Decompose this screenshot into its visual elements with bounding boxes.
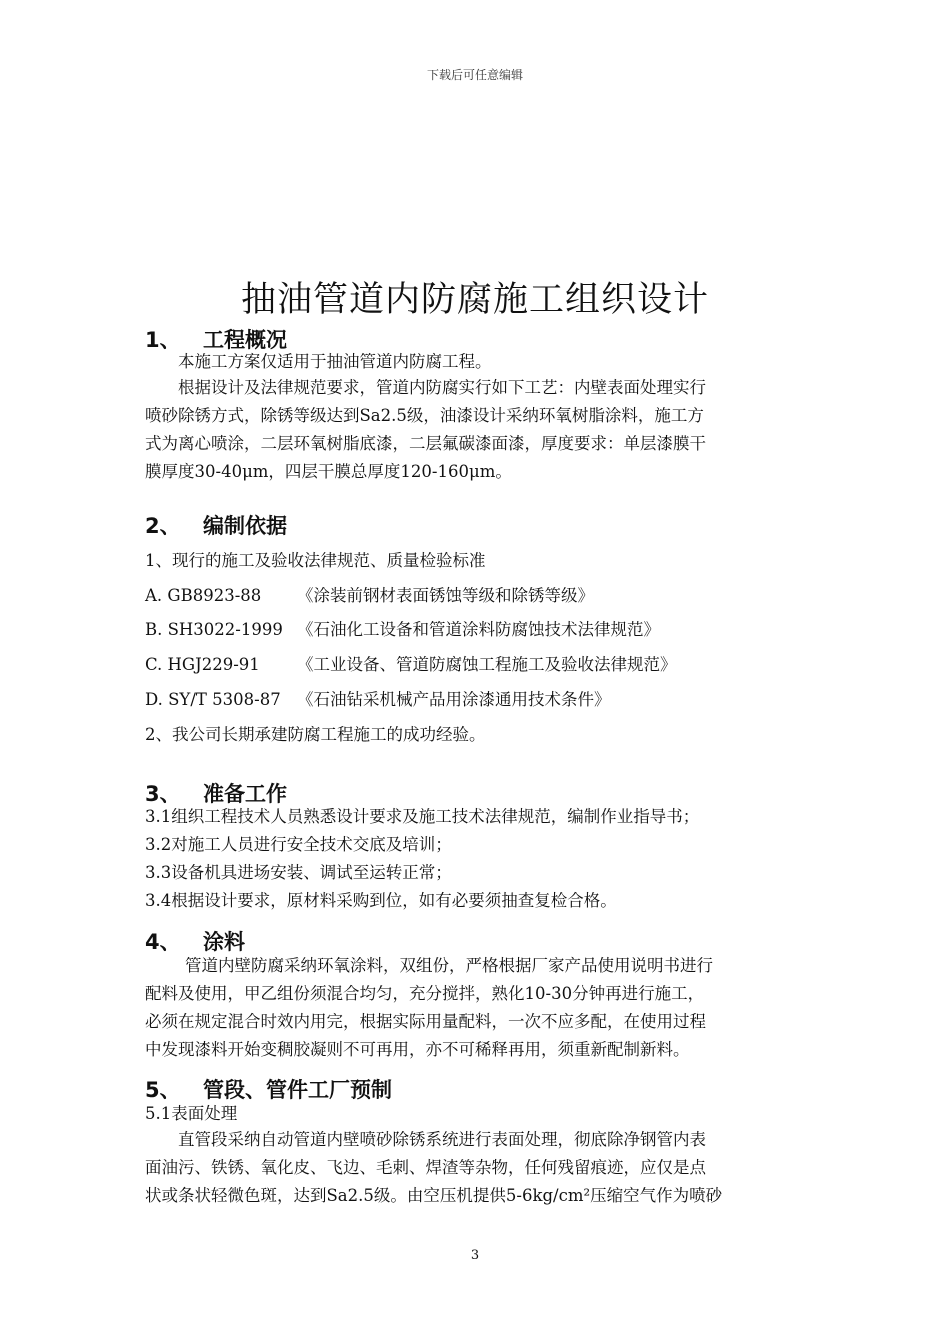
text-line: 喷砂除锈方式，除锈等级达到Sa2.5级，油漆设计采纳环氧树脂涂料，施工方 [145,406,704,425]
reference-code: C. HGJ229-91 [145,655,260,674]
section-title: 编制依据 [203,514,287,538]
list-item: 3.4根据设计要求，原材料采购到位，如有必要须抽查复检合格。 [145,891,617,910]
section-number: 5、 [145,1078,181,1102]
text-line: 膜厚度30-40μm，四层干膜总厚度120-160μm。 [145,462,512,481]
s4-paragraph [145,952,807,1064]
reference-b [145,616,660,640]
text-line: 直管段采纳自动管道内壁喷砂除锈系统进行表面处理，彻底除净钢管内表 [178,1130,706,1149]
page-number: 3 [470,1248,480,1263]
s1-paragraph-1: 本施工方案仅适用于抽油管道内防腐工程。 [178,352,492,371]
reference-d [145,686,611,710]
section-number: 3、 [145,782,181,806]
list-item: 3.2对施工人员进行安全技术交底及培训； [145,835,452,854]
section-number: 1、 [145,328,181,352]
reference-code: A. GB8923-88 [145,586,262,605]
reference-code: B. SH3022-1999 [145,620,283,639]
reference-c [145,651,677,675]
document-title: 抽油管道内防腐施工组织设计 [240,280,709,320]
list-item: 3.1组织工程技术人员熟悉设计要求及施工技术法律规范，编制作业指导书； [145,807,700,826]
reference-name: 《石油钻采机械产品用涂漆通用技术条件》 [297,690,611,709]
reference-a [145,582,594,606]
text-line: 配料及使用，甲乙组份须混合均匀，充分搅拌，熟化10-30分钟再进行施工， [145,984,705,1003]
section-number: 2、 [145,514,181,538]
s5-paragraph [145,1126,807,1210]
s3-list [145,803,807,915]
text-line: 式为离心喷涂，二层环氧树脂底漆，二层氟碳漆面漆，厚度要求：单层漆膜干 [145,434,706,453]
reference-name: 《涂装前钢材表面锈蚀等级和除锈等级》 [297,586,594,605]
s2-item-2: 2、我公司长期承建防腐工程施工的成功经验。 [145,725,486,744]
page-header: 下载后可任意编辑 [426,68,523,82]
section-title: 工程概况 [203,328,287,352]
section-title: 准备工作 [203,782,287,806]
section-number: 4、 [145,930,181,954]
text-line: 管道内壁防腐采纳环氧涂料，双组份，严格根据厂家产品使用说明书进行 [185,956,713,975]
s2-item-1: 1、现行的施工及验收法律规范、质量检验标准 [145,551,486,570]
reference-code: D. SY/T 5308-87 [145,690,281,709]
list-item: 3.3设备机具进场安装、调试至运转正常； [145,863,452,882]
section-2-heading [145,510,287,540]
text-line: 根据设计及法律规范要求，管道内防腐实行如下工艺：内壁表面处理实行 [178,378,706,397]
s1-paragraph-2 [145,374,807,486]
reference-name: 《石油化工设备和管道涂料防腐蚀技术法律规范》 [297,620,660,639]
text-line: 面油污、铁锈、氧化皮、飞边、毛刺、焊渣等杂物，任何残留痕迹，应仅是点 [145,1158,706,1177]
s5-subheading: 5.1表面处理 [145,1104,238,1123]
text-line: 必须在规定混合时效内用完，根据实际用量配料，一次不应多配，在使用过程 [145,1012,706,1031]
section-title: 管段、管件工厂预制 [203,1078,392,1102]
text-line: 状或条状轻微色斑，达到Sa2.5级。由空压机提供5-6kg/cm²压缩空气作为喷砂 [145,1186,723,1205]
text-line: 中发现漆料开始变稠胶凝则不可再用，亦不可稀释再用，须重新配制新料。 [145,1040,690,1059]
section-title: 涂料 [203,930,245,954]
reference-name: 《工业设备、管道防腐蚀工程施工及验收法律规范》 [297,655,677,674]
